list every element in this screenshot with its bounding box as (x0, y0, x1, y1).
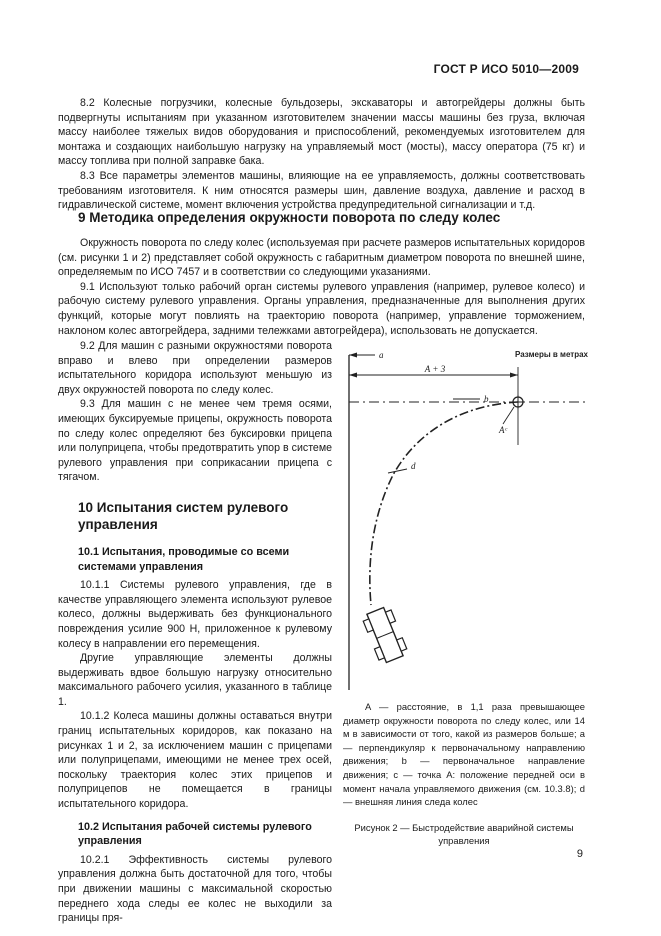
figure-2-diagram (343, 345, 588, 690)
section-10-title: 10 Испытания систем рулевого управления (78, 499, 289, 532)
label-a: a (379, 350, 384, 360)
figure-2 (343, 345, 588, 690)
section-10-2-title: 10.2 Испытания рабочей системы рулевого управления (78, 820, 312, 848)
left-column (58, 339, 332, 926)
paragraph-8-3: 8.3 Все параметры элементов машины, влияющие на ее управляемость, должны соответствовать требованиям изготовителя. К ним относятся размеры шин, давление воздуха, давление и расход в гидравлической системе, момент включения устройства предупредительной сигнализации и т.д. (58, 169, 585, 212)
units-note: Размеры в метрах (515, 350, 588, 359)
paragraph-9-2: 9.2 Для машин с разными окружностями поворота вправо и влево при определении размеров испытательного коридора используют меньшую из двух окружностей поворота по следу колес. (58, 340, 332, 396)
section-9-fullwidth (58, 236, 585, 338)
label-b: b (484, 394, 489, 404)
paragraph-10-1-1b: Другие управляющие элементы должны выдерживать вдвое большую нагрузку относительно максимального рабочего усилия, указанного в таблице 1. (58, 652, 332, 708)
paragraph-10-1-2: 10.1.2 Колеса машины должны оставаться внутри границ испытательных коридоров, как показано на рисунках 1 и 2, за исключением машин с прицепами или полуприцепами, имеющими не менее трех осей, поскольку траектория колес этих прицепов и полуприцепов не помещается в границы испытательного коридора. (58, 710, 332, 811)
paragraph-10-2-1: 10.2.1 Эффективность системы рулевого управления должна быть достаточной для того, чтобы при движении машины с максимальной скоростью переднего хода следы ее колес не выходили за границы пря- (58, 853, 332, 925)
document-header: ГОСТ Р ИСО 5010—2009 (433, 62, 579, 76)
figure-legend: A — расстояние, в 1,1 раза превышающее диаметр окружности поворота по следу колес, или 14 м в зависимости от того, какой из размеров больше; a — перпендикуляр к первоначальному направлению движения; b — первоначальное направление движения; c — точка A: положение передней оси в момент начала управляемого движения (см. 10.3.8); d — внешняя линия следа колес (343, 701, 585, 808)
vehicle-icon (361, 605, 408, 664)
paragraph-9-3: 9.3 Для машин с не менее чем тремя осями, имеющих буксируемые прицепы, окружность поворота по следу колес определяют без буксировки прицепа или полуприцепа, чтобы предотвратить упор в системе рулевого управления при соприкасании прицепа с тягачом. (58, 398, 332, 484)
paragraph-9-intro: Окружность поворота по следу колес (используемая при расчете размеров испытательных коридоров (см. рисунки 1 и 2) представляет собой окружность с габаритным диаметром поворота по внешней шине, определяемым по ИСО 7457 и в соответствии со следующими указаниями. (58, 237, 585, 279)
figure-caption: Рисунок 2 — Быстродействие аварийной системы управления (354, 821, 574, 847)
page-number: 9 (576, 848, 583, 860)
label-d: d (411, 461, 416, 471)
dimension-label: A + 3 (424, 364, 446, 374)
label-c: Aᶜ (499, 425, 507, 435)
paragraph-9-1: 9.1 Используют только рабочий орган системы рулевого управления (например, рулевое колесо) и рабочую систему рулевого управления. Органы управления, предназначенные для выполнения других функций, которые могут повлиять на траекторию поворота (например, управление торможением, наклоном колес автогрейдера, задними тележками автогрейдера), использовать не допускается. (58, 280, 585, 337)
arrowhead-a (349, 353, 357, 358)
paragraph-10-1-1: 10.1.1 Системы рулевого управления, где в качестве управляющего элемента используют рулевое колесо, должны выдерживать без функционального повреждения усилие 900 Н, приложенное к рулевому колесу в направлении его перемещения. (58, 579, 332, 650)
dimension-arrow-left (349, 373, 357, 378)
leader-c (503, 407, 514, 424)
section-9-title: 9 Методика определения окружности поворота по следу колес (78, 210, 501, 225)
figure-2-legend-block (343, 700, 585, 848)
wheel-track-curve-d (370, 402, 518, 605)
section-10-1-title: 10.1 Испытания, проводимые со всеми системами управления (78, 545, 290, 573)
section-8 (58, 96, 585, 213)
dimension-arrow-right (510, 373, 518, 378)
leader-d (388, 469, 407, 473)
paragraph-8-2: 8.2 Колесные погрузчики, колесные бульдозеры, экскаваторы и автогрейдеры должны быть подвергнуты испытаниям при указанном изготовителем значении массы машины без груза, включая массу наиболее тяжелых видов оборудования и приспособлений, рекомендуемых изготовителем для монтажа и создающих наибольшую нагрузку на управляемый мост (мосты), массу оператора (75 кг) и массу топлива при полной заправке бака. (58, 97, 585, 168)
